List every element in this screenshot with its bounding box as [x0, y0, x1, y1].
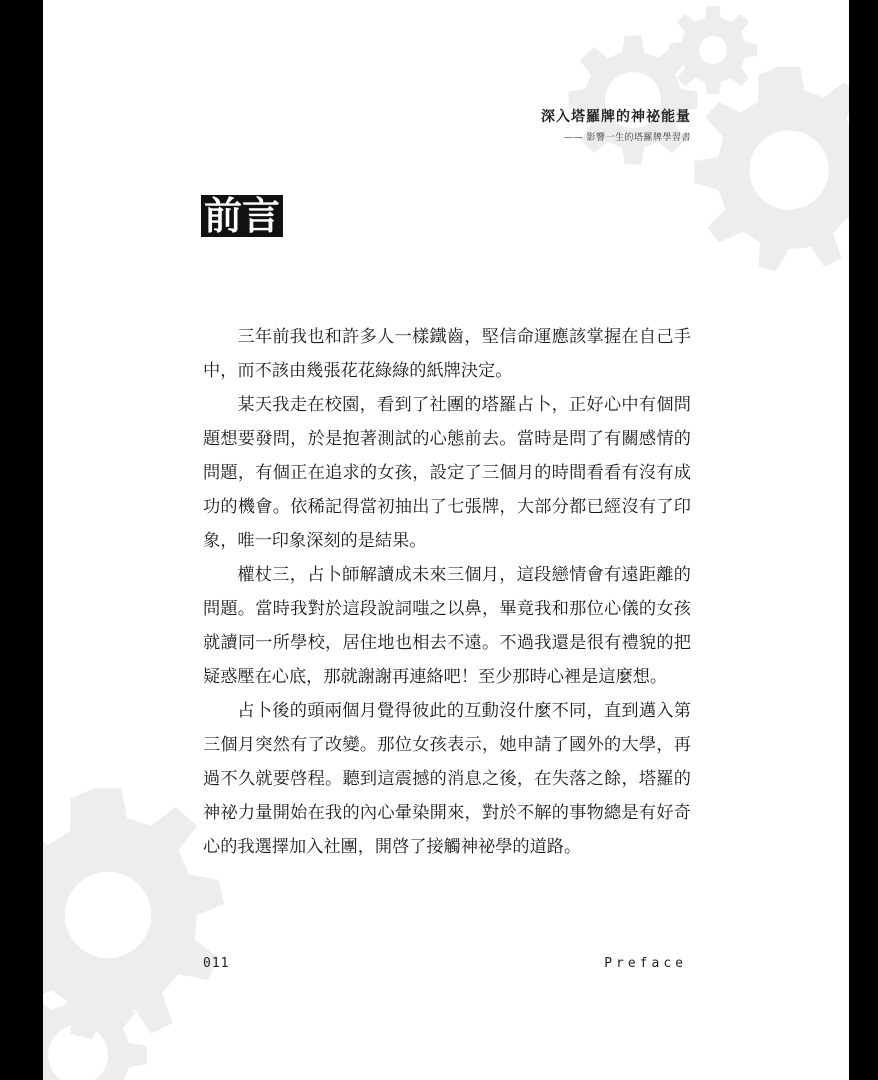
section-name: Preface — [604, 956, 687, 971]
page-number: 011 — [203, 956, 230, 971]
paragraph: 某天我走在校園，看到了社團的塔羅占卜，正好心中有個問題想要發問，於是抱著測試的心態前去。當時是問了有關感情的問題，有個正在追求的女孩，設定了三個月的時間看看有沒有成功的機會。依稀記得當初抽出了七張牌，大部分都已經沒有了印象，唯一印象深刻的是結果。 — [203, 395, 691, 551]
paragraph: 三年前我也和許多人一樣鐵齒，堅信命運應該掌握在自己手中，而不該由幾張花花綠綠的紙牌決定。 — [203, 327, 691, 381]
paragraph: 占卜後的頭兩個月覺得彼此的互動沒什麼不同，直到邁入第三個月突然有了改變。那位女孩表示，她申請了國外的大學，再過不久就要啓程。聽到這震撼的消息之後，在失落之餘，塔羅的神祕力量開始在我的內心暈染開來，對於不解的事物總是有好奇心的我選擇加入社團，開啓了接觸神祕學的道路。 — [203, 701, 691, 857]
running-head — [541, 106, 691, 143]
chapter-label: 前言 — [201, 195, 283, 237]
book-subtitle: —— 影響一生的塔羅牌學習書 — [564, 133, 691, 143]
paragraph: 權杖三，占卜師解讀成未來三個月，這段戀情會有遠距離的問題。當時我對於這段說詞嗤之以鼻，畢竟我和那位心儀的女孩就讀同一所學校，居住地也相去不遠。不過我還是很有禮貌的把疑惑壓在心底，那就謝謝再連絡吧！至少那時心裡是這麼想。 — [203, 565, 691, 687]
gear-icon-bottom-left-small — [43, 980, 153, 1080]
book-page — [43, 0, 849, 1080]
gear-icon-top-right-large — [679, 60, 849, 280]
book-title: 深入塔羅牌的神祕能量 — [541, 109, 691, 125]
body-text — [203, 320, 691, 864]
